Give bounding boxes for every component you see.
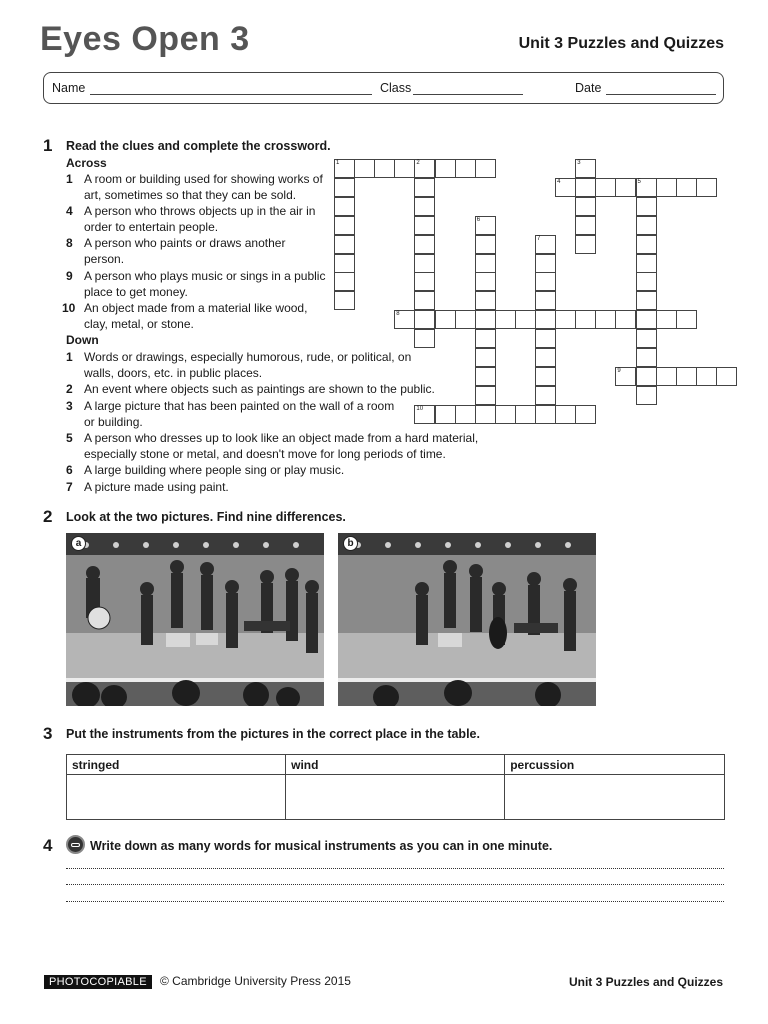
crossword-cell[interactable]	[676, 310, 697, 329]
crossword-number: 5	[637, 178, 641, 185]
crossword-cell[interactable]	[394, 159, 415, 178]
crossword-cell[interactable]	[455, 405, 476, 424]
crossword-cell[interactable]	[636, 329, 657, 348]
crossword-cell[interactable]	[414, 272, 435, 291]
crossword-cell[interactable]	[636, 254, 657, 273]
crossword-cell[interactable]	[414, 178, 435, 197]
clue-across-4: 4 A person who throws objects up in the air in order to entertain people.	[66, 204, 316, 234]
clue-across-9: 9 A person who plays music or sings in a public place to get money.	[66, 269, 326, 299]
crossword-cell[interactable]	[435, 405, 456, 424]
crossword-cell[interactable]	[334, 254, 355, 273]
crossword-number: 7	[537, 235, 541, 242]
crossword-cell[interactable]	[414, 254, 435, 273]
crossword-cell[interactable]	[414, 216, 435, 235]
clue-down-3: 3 A large picture that has been painted on the wall of a room or building.	[66, 399, 395, 429]
crossword-cell[interactable]	[575, 405, 596, 424]
stage-scene-b	[338, 533, 596, 706]
section-2-heading: Look at the two pictures. Find nine differences.	[66, 510, 346, 524]
clue-across-8: 8 A person who paints or draws another person.	[66, 236, 286, 266]
crossword-cell[interactable]	[334, 178, 355, 197]
crossword-cell[interactable]	[475, 235, 496, 254]
crossword-cell[interactable]	[575, 178, 596, 197]
crossword-cell[interactable]	[475, 310, 496, 329]
crossword-cell[interactable]	[495, 310, 516, 329]
crossword-cell[interactable]	[656, 310, 677, 329]
crossword-cell[interactable]	[716, 367, 737, 386]
answer-line-3[interactable]	[66, 901, 724, 902]
crossword-cell[interactable]	[535, 348, 556, 367]
crossword-cell[interactable]	[636, 310, 657, 329]
wind-answer-cell[interactable]	[286, 775, 505, 820]
section-3-heading: Put the instruments from the pictures in the correct place in the table.	[66, 727, 480, 741]
crossword-cell[interactable]	[656, 367, 677, 386]
section-2-number: 2	[43, 507, 53, 526]
column-wind: wind	[286, 755, 505, 775]
crossword-cell[interactable]	[636, 216, 657, 235]
stopwatch-icon	[66, 835, 85, 854]
clue-across-1: 1 A room or building used for showing works of art, sometimes so that they can be sold.	[66, 172, 323, 202]
crossword-cell[interactable]	[696, 178, 717, 197]
footer-unit-title: Unit 3 Puzzles and Quizzes	[568, 975, 723, 989]
name-label: Name	[52, 81, 86, 95]
column-percussion: percussion	[505, 755, 725, 775]
crossword-cell[interactable]	[535, 386, 556, 405]
picture-b	[338, 533, 596, 706]
crossword-cell[interactable]	[334, 272, 355, 291]
photocopiable-badge: PHOTOCOPIABLE	[44, 975, 152, 989]
crossword-cell[interactable]	[636, 197, 657, 216]
crossword-cell[interactable]	[636, 291, 657, 310]
crossword-cell[interactable]	[475, 291, 496, 310]
crossword-cell[interactable]	[636, 235, 657, 254]
clue-down-2: 2 An event where objects such as paintings are shown to the public.	[66, 382, 435, 396]
crossword-cell[interactable]	[696, 367, 717, 386]
clue-down-1: 1 Words or drawings, especially humorous, rude, or political, on walls, doors, etc. in public places.	[66, 350, 412, 380]
crossword-cell[interactable]	[475, 272, 496, 291]
crossword-cell[interactable]	[334, 291, 355, 310]
crossword-cell[interactable]	[676, 178, 697, 197]
crossword-cell[interactable]	[435, 159, 456, 178]
crossword-cell[interactable]	[575, 216, 596, 235]
section-4-number: 4	[43, 836, 53, 855]
crossword-cell[interactable]	[535, 272, 556, 291]
stringed-answer-cell[interactable]	[67, 775, 286, 820]
name-field[interactable]	[90, 94, 372, 95]
crossword-cell[interactable]	[334, 235, 355, 254]
date-field[interactable]	[606, 94, 716, 95]
crossword-cell[interactable]	[555, 405, 576, 424]
crossword-cell[interactable]	[636, 348, 657, 367]
crossword-cell[interactable]	[475, 159, 496, 178]
picture-a	[66, 533, 324, 706]
crossword-number: 10	[416, 405, 424, 412]
instrument-table	[66, 754, 725, 820]
crossword-cell[interactable]	[414, 197, 435, 216]
crossword-cell[interactable]	[475, 254, 496, 273]
crossword-cell[interactable]	[535, 329, 556, 348]
date-label: Date	[575, 81, 602, 95]
answer-line-1[interactable]	[66, 868, 724, 869]
crossword-cell[interactable]	[414, 329, 435, 348]
clue-down-5: 5 A person who dresses up to look like an object made from a hard material, especially stone or metal, and doesn't move for long periods of time.	[66, 431, 479, 461]
crossword-number: 9	[617, 367, 621, 374]
crossword-cell[interactable]	[575, 310, 596, 329]
crossword-cell[interactable]	[535, 291, 556, 310]
across-title: Across	[66, 156, 107, 170]
section-4-heading: Write down as many words for musical instruments as you can in one minute.	[90, 839, 553, 853]
crossword-cell[interactable]	[575, 197, 596, 216]
copyright-text: © Cambridge University Press 2015	[160, 974, 351, 988]
crossword-cell[interactable]	[595, 178, 616, 197]
crossword-cell[interactable]	[535, 405, 556, 424]
crossword-cell[interactable]	[535, 367, 556, 386]
crossword-cell[interactable]	[636, 272, 657, 291]
section-1-number: 1	[43, 136, 53, 155]
crossword-cell[interactable]	[374, 159, 395, 178]
clue-down-6: 6 A large building where people sing or play music.	[66, 463, 345, 477]
class-field[interactable]	[413, 94, 523, 95]
crossword-cell[interactable]	[455, 310, 476, 329]
crossword-cell[interactable]	[414, 235, 435, 254]
crossword-cell[interactable]	[475, 329, 496, 348]
crossword-cell[interactable]	[535, 310, 556, 329]
crossword-cell[interactable]	[495, 405, 516, 424]
answer-line-2[interactable]	[66, 884, 724, 885]
clue-across-10: 10 An object made from a material like wood, clay, metal, or stone.	[62, 301, 308, 331]
crossword-cell[interactable]	[475, 348, 496, 367]
crossword-cell[interactable]	[615, 310, 636, 329]
crossword-cell[interactable]	[475, 386, 496, 405]
crossword-cell[interactable]	[334, 197, 355, 216]
student-info-box	[43, 72, 724, 104]
picture-b-label: b	[343, 536, 358, 551]
crossword-cell[interactable]	[636, 386, 657, 405]
crossword-cell[interactable]	[475, 367, 496, 386]
unit-title: Unit 3 Puzzles and Quizzes	[518, 35, 724, 52]
crossword-cell[interactable]	[515, 405, 536, 424]
crossword-number: 2	[416, 160, 420, 166]
class-label: Class	[380, 81, 412, 95]
crossword-cell[interactable]	[615, 178, 636, 197]
crossword-number: 8	[396, 311, 400, 318]
crossword-cell[interactable]	[455, 159, 476, 178]
crossword-cell[interactable]	[334, 216, 355, 235]
crossword-cell[interactable]	[475, 405, 496, 424]
crossword-cell[interactable]	[575, 235, 596, 254]
crossword-cell[interactable]	[636, 367, 657, 386]
column-stringed: stringed	[67, 755, 286, 775]
crossword-cell[interactable]	[414, 310, 435, 329]
section-1-heading: Read the clues and complete the crossword.	[66, 139, 331, 153]
crossword-number: 3	[577, 160, 581, 166]
brand-title: Eyes Open 3	[40, 20, 250, 58]
crossword-cell[interactable]	[414, 291, 435, 310]
clue-down-7: 7 A picture made using paint.	[66, 480, 229, 494]
picture-a-label: a	[71, 536, 86, 551]
crossword-cell[interactable]	[555, 310, 576, 329]
stage-scene-a	[66, 533, 324, 706]
crossword-cell[interactable]	[354, 159, 375, 178]
crossword-cell[interactable]	[435, 310, 456, 329]
crossword-cell[interactable]	[676, 367, 697, 386]
crossword-cell[interactable]	[515, 310, 536, 329]
section-3-number: 3	[43, 724, 53, 743]
crossword-number: 6	[476, 216, 481, 223]
percussion-answer-cell[interactable]	[505, 775, 725, 820]
crossword-cell[interactable]	[535, 254, 556, 273]
down-title: Down	[66, 333, 99, 347]
crossword-number: 1	[336, 160, 340, 166]
crossword-number: 4	[557, 178, 561, 185]
crossword-cell[interactable]	[595, 310, 616, 329]
crossword-cell[interactable]	[656, 178, 677, 197]
